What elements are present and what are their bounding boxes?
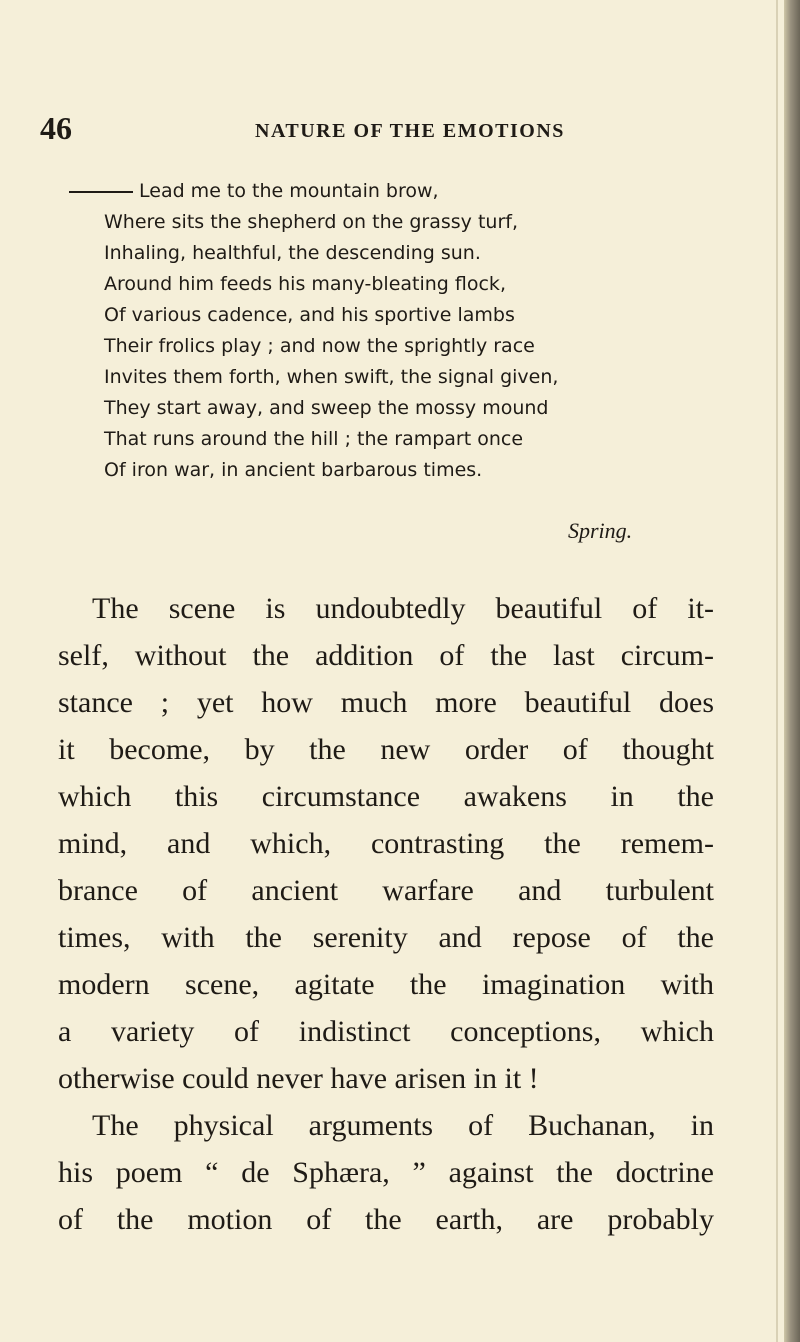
verse-line: Inhaling, healthful, the descending sun. (104, 242, 481, 264)
prose-line: mind, and which, contrasting the remem- (58, 827, 714, 860)
prose-line: it become, by the new order of thought (58, 733, 714, 766)
page-binding-line (776, 0, 778, 1342)
verse-attribution: Spring. (568, 518, 633, 543)
prose-line: times, with the serenity and repose of the (58, 921, 714, 954)
body-text (58, 585, 714, 1243)
page-number: 46 (40, 110, 72, 146)
verse-line: Where sits the shepherd on the grassy turf, (104, 211, 518, 233)
verse-line-text: Lead me to the mountain brow, (139, 180, 439, 202)
prose-line: self, without the addition of the last circum- (58, 639, 714, 672)
verse-quotation (104, 176, 724, 486)
prose-line: brance of ancient warfare and turbulent (58, 874, 714, 907)
verse-line: Of various cadence, and his sportive lambs (104, 304, 515, 326)
prose-line: stance ; yet how much more beautiful does (58, 686, 714, 719)
prose-line: The physical arguments of Buchanan, in (92, 1109, 714, 1142)
prose-line: modern scene, agitate the imagination with (58, 968, 714, 1001)
prose-line: his poem “ de Sphæra, ” against the doctrine (58, 1156, 714, 1189)
verse-line (104, 176, 724, 207)
prose-line: The scene is undoubtedly beautiful of it- (92, 592, 714, 625)
prose-line: which this circumstance awakens in the (58, 780, 714, 813)
verse-line: Around him feeds his many-bleating flock, (104, 273, 506, 295)
verse-line: Of iron war, in ancient barbarous times. (104, 459, 483, 481)
verse-line: That runs around the hill ; the rampart once (104, 428, 524, 450)
page-header (40, 110, 740, 148)
page-binding-edge (784, 0, 800, 1342)
running-head: NATURE OF THE EMOTIONS (255, 120, 565, 142)
verse-line: Invites them forth, when swift, the signal given, (104, 366, 559, 388)
prose-line: of the motion of the earth, are probably (58, 1203, 714, 1236)
verse-line: They start away, and sweep the mossy mound (104, 397, 549, 419)
prose-line: otherwise could never have arisen in it ! (58, 1062, 539, 1095)
verse-dash (69, 191, 133, 193)
verse-line: Their frolics play ; and now the sprightly race (104, 335, 535, 357)
prose-line: a variety of indistinct conceptions, which (58, 1015, 714, 1048)
